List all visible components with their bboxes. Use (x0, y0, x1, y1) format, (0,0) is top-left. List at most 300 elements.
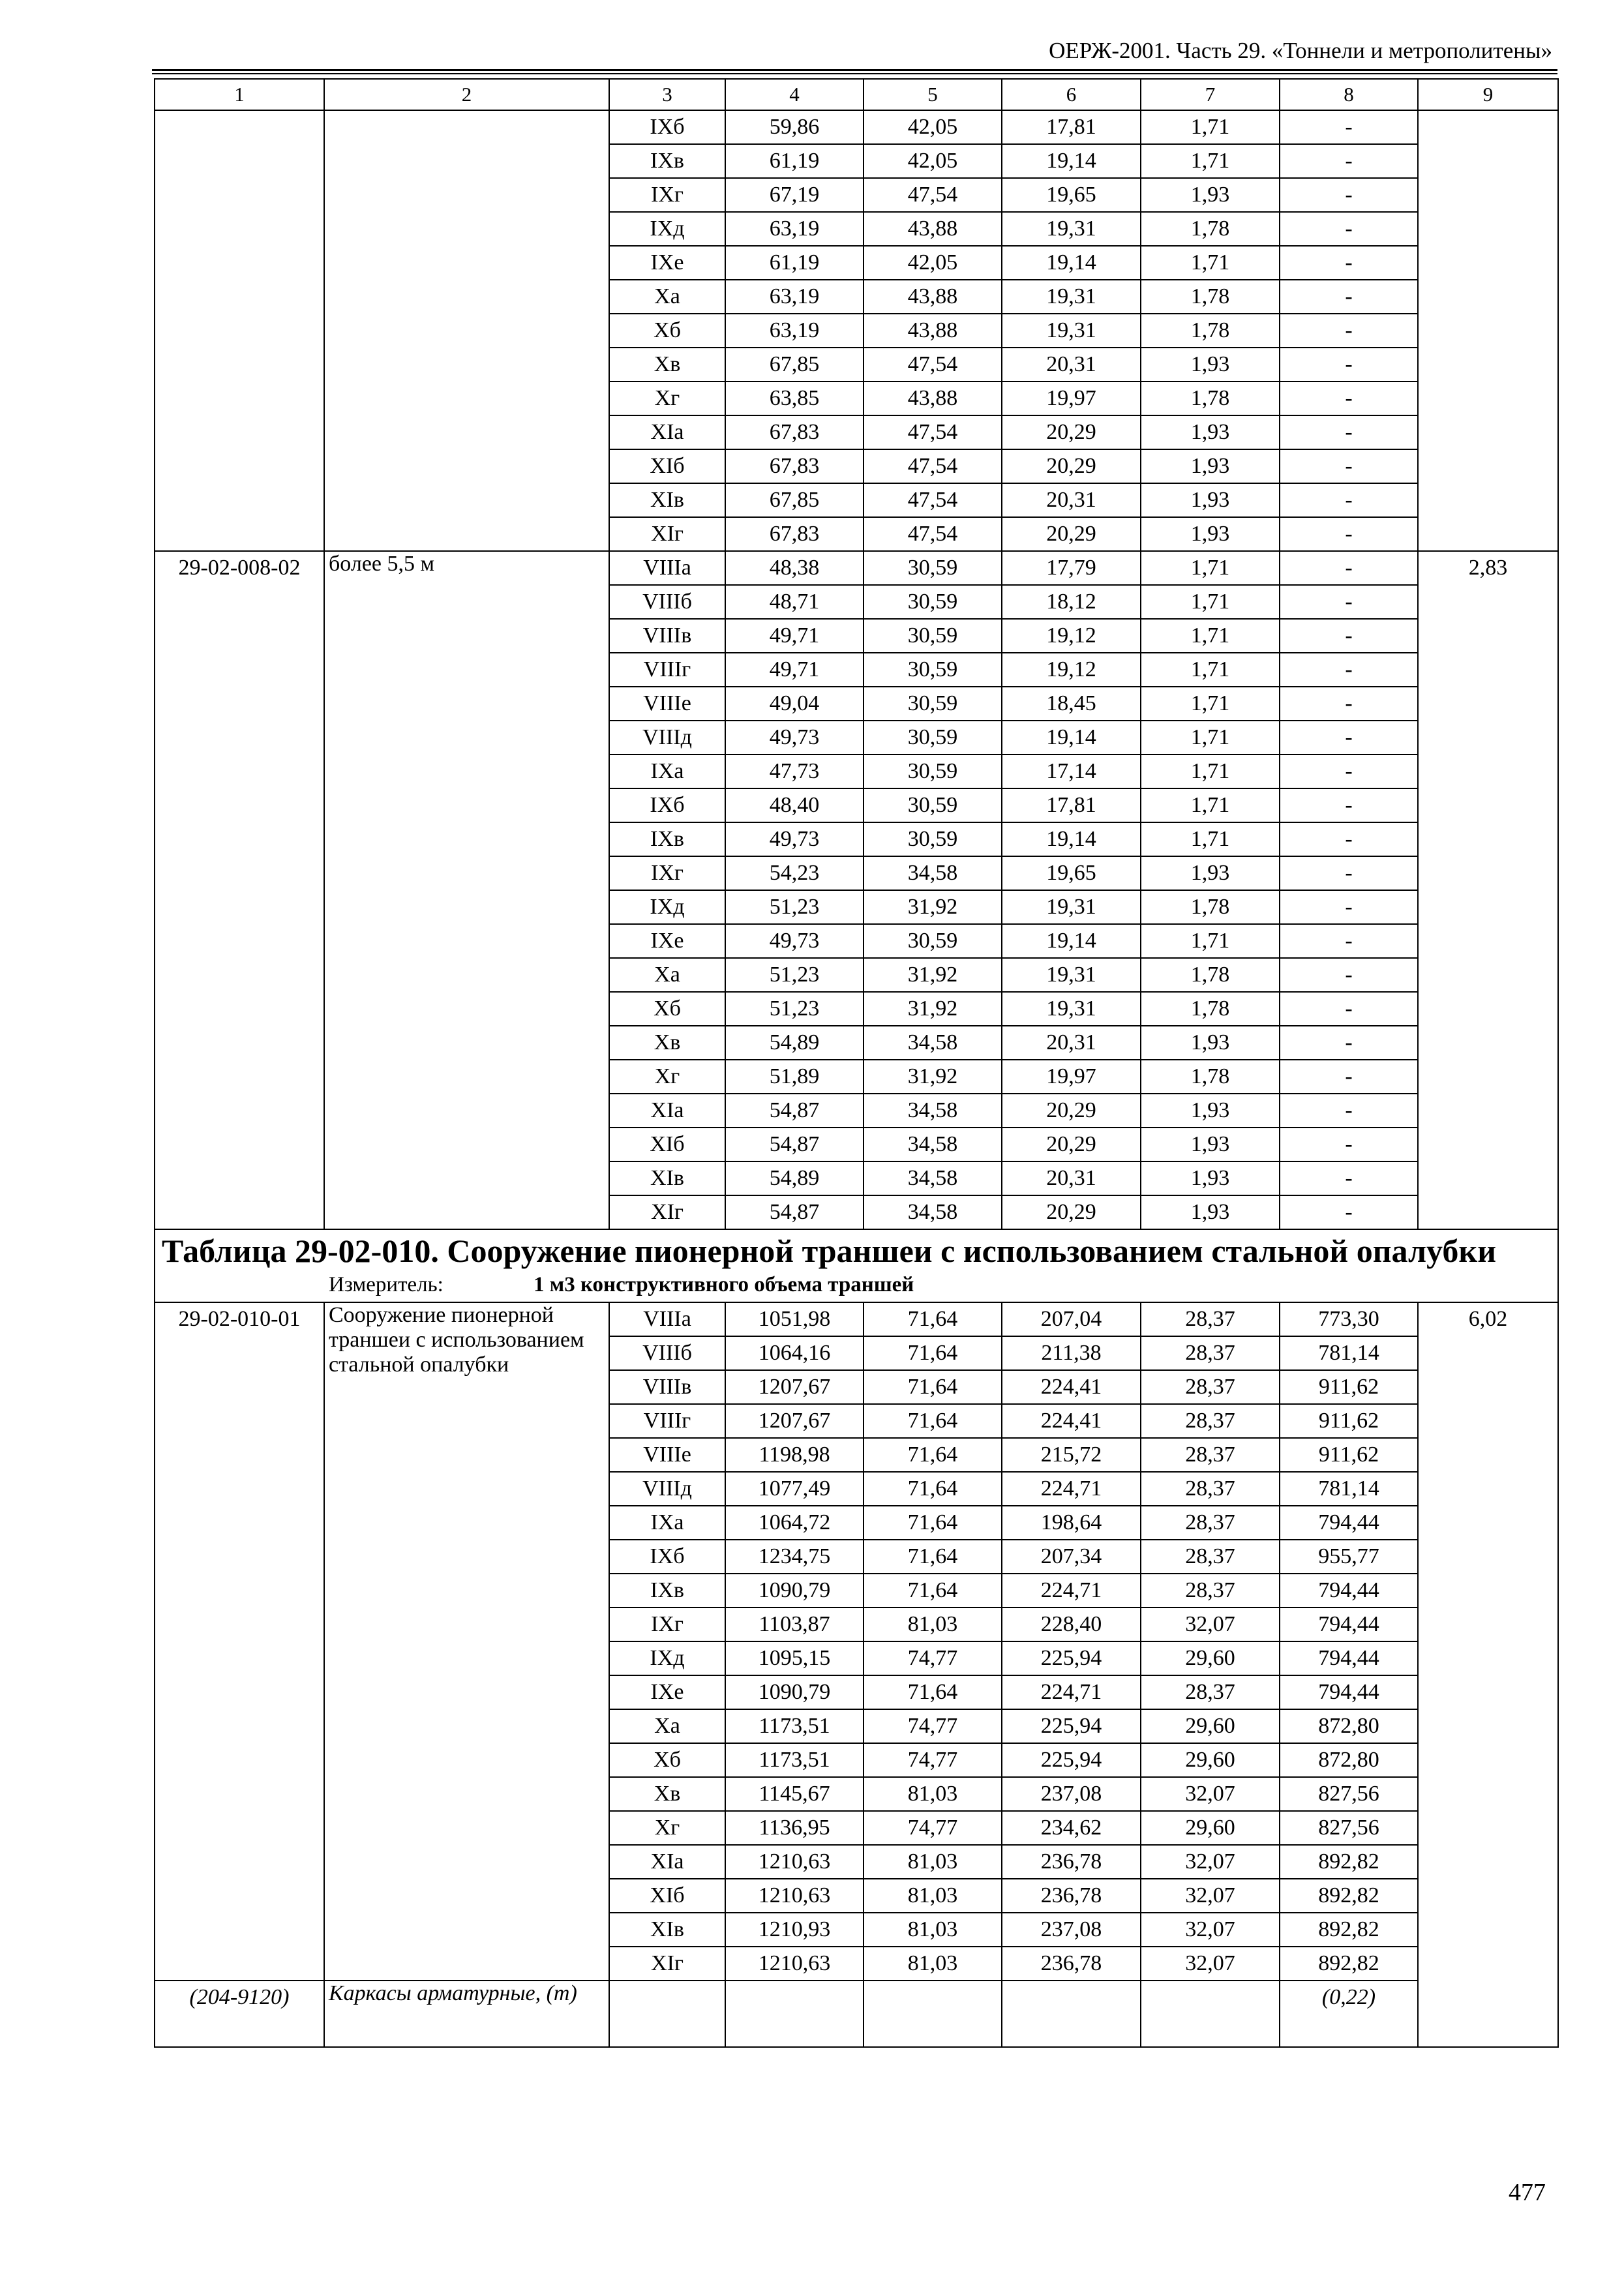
name-cell (324, 110, 609, 551)
value-cell: 47,73 (725, 755, 864, 788)
value-cell: 49,04 (725, 687, 864, 721)
value-cell: 67,83 (725, 415, 864, 449)
value-cell: 1095,15 (725, 1641, 864, 1675)
value-cell: 19,14 (1002, 144, 1141, 178)
value-cell: - (1280, 992, 1418, 1026)
column-number: 5 (864, 79, 1002, 110)
value-cell: 51,89 (725, 1060, 864, 1094)
value-cell: - (1280, 721, 1418, 755)
value-cell: 32,07 (1141, 1913, 1280, 1947)
value-cell: 1,71 (1141, 144, 1280, 178)
value-cell: 19,31 (1002, 958, 1141, 992)
value-cell: 237,08 (1002, 1913, 1141, 1947)
value-cell: - (1280, 1060, 1418, 1094)
value-cell: 1,78 (1141, 992, 1280, 1026)
value-cell: 43,88 (864, 382, 1002, 415)
value-cell: 1136,95 (725, 1811, 864, 1845)
value-cell: - (1280, 382, 1418, 415)
value-cell: 1,71 (1141, 551, 1280, 585)
value-cell: 51,23 (725, 890, 864, 924)
measure-value: 1 м3 конструктивного объема траншей (534, 1273, 914, 1296)
value-cell: 81,03 (864, 1608, 1002, 1641)
value-cell: 19,65 (1002, 178, 1141, 212)
header-rule-thin (152, 73, 1557, 74)
value-cell: 955,77 (1280, 1540, 1418, 1574)
value-cell: 1,78 (1141, 212, 1280, 246)
rates-table (154, 78, 1559, 2048)
value-cell: 43,88 (864, 314, 1002, 348)
value-cell: 198,64 (1002, 1506, 1141, 1540)
category-cell: IXд (609, 890, 725, 924)
value-cell: 74,77 (864, 1743, 1002, 1777)
value-cell: 1090,79 (725, 1675, 864, 1709)
table-row (155, 551, 1558, 585)
value-cell: 42,05 (864, 144, 1002, 178)
value-cell: 1,93 (1141, 856, 1280, 890)
value-cell: 1,93 (1141, 449, 1280, 483)
value-cell: - (1280, 348, 1418, 382)
value-cell: 47,54 (864, 348, 1002, 382)
category-cell: Xг (609, 1060, 725, 1094)
norm-cell: 6,02 (1418, 1302, 1558, 2047)
value-cell: 28,37 (1141, 1302, 1280, 1336)
value-cell: 1,71 (1141, 653, 1280, 687)
value-cell: 20,29 (1002, 517, 1141, 551)
category-cell: VIIIа (609, 1302, 725, 1336)
value-cell: - (1280, 924, 1418, 958)
empty-cell (864, 1981, 1002, 2047)
value-cell: 30,59 (864, 551, 1002, 585)
value-cell: 20,29 (1002, 1128, 1141, 1161)
value-cell: 34,58 (864, 1026, 1002, 1060)
category-cell: Xв (609, 1026, 725, 1060)
value-cell: 872,80 (1280, 1709, 1418, 1743)
value-cell: 34,58 (864, 856, 1002, 890)
value-cell: 225,94 (1002, 1709, 1141, 1743)
category-cell: XIа (609, 1845, 725, 1879)
resource-name: Каркасы арматурные, (т) (324, 1981, 609, 2047)
value-cell: 1198,98 (725, 1438, 864, 1472)
value-cell: 19,65 (1002, 856, 1141, 890)
column-number: 9 (1418, 79, 1558, 110)
category-cell: IXг (609, 1608, 725, 1641)
resource-qty: (0,22) (1280, 1981, 1418, 2047)
value-cell: 19,14 (1002, 721, 1141, 755)
value-cell: 911,62 (1280, 1370, 1418, 1404)
value-cell: 1210,93 (725, 1913, 864, 1947)
category-cell: XIг (609, 517, 725, 551)
category-cell: Xг (609, 382, 725, 415)
value-cell: 1,93 (1141, 517, 1280, 551)
value-cell: 20,31 (1002, 1161, 1141, 1195)
value-cell: 47,54 (864, 415, 1002, 449)
value-cell: 20,29 (1002, 1195, 1141, 1229)
value-cell: 19,12 (1002, 619, 1141, 653)
value-cell: 1,78 (1141, 958, 1280, 992)
value-cell: 1207,67 (725, 1404, 864, 1438)
category-cell: IXв (609, 1574, 725, 1608)
value-cell: 18,12 (1002, 585, 1141, 619)
value-cell: 1090,79 (725, 1574, 864, 1608)
value-cell: 48,38 (725, 551, 864, 585)
value-cell: 19,97 (1002, 382, 1141, 415)
value-cell: - (1280, 1161, 1418, 1195)
value-cell: 30,59 (864, 755, 1002, 788)
value-cell: 1,71 (1141, 110, 1280, 144)
value-cell: - (1280, 280, 1418, 314)
category-cell: XIа (609, 1094, 725, 1128)
value-cell: 224,41 (1002, 1404, 1141, 1438)
column-number: 8 (1280, 79, 1418, 110)
page-number: 477 (1509, 2179, 1546, 2206)
value-cell: 1,78 (1141, 314, 1280, 348)
value-cell: - (1280, 755, 1418, 788)
value-cell: - (1280, 890, 1418, 924)
value-cell: 224,71 (1002, 1574, 1141, 1608)
value-cell: 1103,87 (725, 1608, 864, 1641)
code-cell: 29-02-010-01 (155, 1302, 324, 1981)
category-cell: XIа (609, 415, 725, 449)
value-cell: 892,82 (1280, 1947, 1418, 1981)
category-cell: Xб (609, 314, 725, 348)
value-cell: 32,07 (1141, 1845, 1280, 1879)
value-cell: 71,64 (864, 1472, 1002, 1506)
value-cell: 1,93 (1141, 483, 1280, 517)
value-cell: 43,88 (864, 212, 1002, 246)
value-cell: 1,93 (1141, 415, 1280, 449)
category-cell: IXа (609, 755, 725, 788)
value-cell: 236,78 (1002, 1879, 1141, 1913)
value-cell: 28,37 (1141, 1506, 1280, 1540)
value-cell: - (1280, 1094, 1418, 1128)
empty-cell (609, 1981, 725, 2047)
table-title-cell (155, 1229, 1558, 1302)
value-cell: 1,71 (1141, 721, 1280, 755)
value-cell: 59,86 (725, 110, 864, 144)
value-cell: 61,19 (725, 246, 864, 280)
value-cell: 29,60 (1141, 1743, 1280, 1777)
value-cell: 19,14 (1002, 822, 1141, 856)
value-cell: 48,71 (725, 585, 864, 619)
value-cell: 30,59 (864, 822, 1002, 856)
empty-cell (1002, 1981, 1141, 2047)
category-cell: VIIIд (609, 721, 725, 755)
value-cell: 228,40 (1002, 1608, 1141, 1641)
category-cell: Xб (609, 992, 725, 1026)
value-cell: 30,59 (864, 585, 1002, 619)
value-cell: - (1280, 483, 1418, 517)
value-cell: 1210,63 (725, 1845, 864, 1879)
name-cell: более 5,5 м (324, 551, 609, 1229)
value-cell: 28,37 (1141, 1336, 1280, 1370)
value-cell: 1,71 (1141, 619, 1280, 653)
value-cell: 1051,98 (725, 1302, 864, 1336)
value-cell: 29,60 (1141, 1811, 1280, 1845)
name-cell: Сооружение пионерной траншеи с использованием стальной опалубки (324, 1302, 609, 1981)
value-cell: 74,77 (864, 1709, 1002, 1743)
value-cell: 54,89 (725, 1026, 864, 1060)
value-cell: 1,71 (1141, 924, 1280, 958)
value-cell: 71,64 (864, 1336, 1002, 1370)
category-cell: VIIIа (609, 551, 725, 585)
value-cell: 49,71 (725, 619, 864, 653)
measure-line (155, 1272, 1557, 1298)
value-cell: - (1280, 449, 1418, 483)
value-cell: 1,71 (1141, 585, 1280, 619)
value-cell: 892,82 (1280, 1879, 1418, 1913)
value-cell: 224,41 (1002, 1370, 1141, 1404)
value-cell: 1,78 (1141, 382, 1280, 415)
value-cell: 781,14 (1280, 1472, 1418, 1506)
category-cell: VIIIв (609, 1370, 725, 1404)
category-cell: XIв (609, 1913, 725, 1947)
value-cell: - (1280, 856, 1418, 890)
value-cell: 67,85 (725, 348, 864, 382)
value-cell: 42,05 (864, 246, 1002, 280)
value-cell: 19,31 (1002, 314, 1141, 348)
category-cell: XIв (609, 1161, 725, 1195)
category-cell: IXв (609, 822, 725, 856)
category-cell: IXд (609, 1641, 725, 1675)
category-cell: XIв (609, 483, 725, 517)
category-cell: Xа (609, 958, 725, 992)
value-cell: - (1280, 958, 1418, 992)
value-cell: 225,94 (1002, 1641, 1141, 1675)
code-cell: 29-02-008-02 (155, 551, 324, 1229)
value-cell: 47,54 (864, 178, 1002, 212)
value-cell: 207,04 (1002, 1302, 1141, 1336)
value-cell: 32,07 (1141, 1608, 1280, 1641)
value-cell: 827,56 (1280, 1777, 1418, 1811)
value-cell: - (1280, 415, 1418, 449)
column-number: 6 (1002, 79, 1141, 110)
value-cell: 81,03 (864, 1845, 1002, 1879)
value-cell: 1,71 (1141, 822, 1280, 856)
value-cell: - (1280, 653, 1418, 687)
value-cell: 1173,51 (725, 1709, 864, 1743)
category-cell: XIг (609, 1195, 725, 1229)
value-cell: 63,19 (725, 314, 864, 348)
category-cell: VIIIг (609, 1404, 725, 1438)
value-cell: 892,82 (1280, 1845, 1418, 1879)
value-cell: 34,58 (864, 1128, 1002, 1161)
category-cell: IXе (609, 246, 725, 280)
value-cell: 19,97 (1002, 1060, 1141, 1094)
value-cell: 30,59 (864, 653, 1002, 687)
value-cell: - (1280, 822, 1418, 856)
value-cell: 54,89 (725, 1161, 864, 1195)
value-cell: 781,14 (1280, 1336, 1418, 1370)
value-cell: - (1280, 619, 1418, 653)
category-cell: Xв (609, 348, 725, 382)
value-cell: 34,58 (864, 1094, 1002, 1128)
category-cell: VIIIе (609, 1438, 725, 1472)
code-cell (155, 110, 324, 551)
value-cell: 20,29 (1002, 449, 1141, 483)
value-cell: 31,92 (864, 890, 1002, 924)
value-cell: 19,14 (1002, 924, 1141, 958)
value-cell: 81,03 (864, 1947, 1002, 1981)
value-cell: 827,56 (1280, 1811, 1418, 1845)
category-cell: Xа (609, 280, 725, 314)
value-cell: 1234,75 (725, 1540, 864, 1574)
value-cell: - (1280, 788, 1418, 822)
value-cell: 61,19 (725, 144, 864, 178)
value-cell: 17,81 (1002, 788, 1141, 822)
value-cell: 49,73 (725, 721, 864, 755)
value-cell: 1145,67 (725, 1777, 864, 1811)
value-cell: 1,93 (1141, 1195, 1280, 1229)
value-cell: 71,64 (864, 1370, 1002, 1404)
value-cell: 19,31 (1002, 280, 1141, 314)
value-cell: 81,03 (864, 1777, 1002, 1811)
category-cell: IXб (609, 110, 725, 144)
value-cell: 28,37 (1141, 1574, 1280, 1608)
resource-code: (204-9120) (155, 1981, 324, 2047)
value-cell: 1,71 (1141, 687, 1280, 721)
value-cell: 20,31 (1002, 483, 1141, 517)
value-cell: - (1280, 212, 1418, 246)
value-cell: 17,14 (1002, 755, 1141, 788)
value-cell: 1,78 (1141, 280, 1280, 314)
value-cell: 19,31 (1002, 890, 1141, 924)
value-cell: 28,37 (1141, 1540, 1280, 1574)
value-cell: 71,64 (864, 1675, 1002, 1709)
value-cell: 30,59 (864, 721, 1002, 755)
value-cell: 1,71 (1141, 788, 1280, 822)
category-cell: IXб (609, 788, 725, 822)
value-cell: 48,40 (725, 788, 864, 822)
value-cell: 67,19 (725, 178, 864, 212)
empty-cell (725, 1981, 864, 2047)
value-cell: 19,31 (1002, 212, 1141, 246)
category-cell: Xв (609, 1777, 725, 1811)
value-cell: 1,93 (1141, 1026, 1280, 1060)
value-cell: 28,37 (1141, 1675, 1280, 1709)
value-cell: 773,30 (1280, 1302, 1418, 1336)
value-cell: 20,31 (1002, 1026, 1141, 1060)
category-cell: XIб (609, 449, 725, 483)
value-cell: 215,72 (1002, 1438, 1141, 1472)
value-cell: 1210,63 (725, 1947, 864, 1981)
value-cell: 34,58 (864, 1161, 1002, 1195)
category-cell: Xг (609, 1811, 725, 1845)
category-cell: VIIIг (609, 653, 725, 687)
value-cell: 794,44 (1280, 1506, 1418, 1540)
value-cell: - (1280, 1128, 1418, 1161)
value-cell: 29,60 (1141, 1709, 1280, 1743)
category-cell: VIIIб (609, 1336, 725, 1370)
value-cell: 30,59 (864, 788, 1002, 822)
value-cell: 28,37 (1141, 1472, 1280, 1506)
value-cell: 71,64 (864, 1302, 1002, 1336)
value-cell: 1,78 (1141, 890, 1280, 924)
category-cell: IXв (609, 144, 725, 178)
category-cell: VIIIб (609, 585, 725, 619)
value-cell: 794,44 (1280, 1675, 1418, 1709)
value-cell: 81,03 (864, 1879, 1002, 1913)
value-cell: 67,83 (725, 517, 864, 551)
value-cell: 1,93 (1141, 348, 1280, 382)
value-cell: 1,93 (1141, 1094, 1280, 1128)
value-cell: 1,78 (1141, 1060, 1280, 1094)
value-cell: 74,77 (864, 1811, 1002, 1845)
measure-label: Измеритель: (329, 1273, 444, 1296)
column-number: 7 (1141, 79, 1280, 110)
value-cell: 31,92 (864, 1060, 1002, 1094)
value-cell: 236,78 (1002, 1845, 1141, 1879)
value-cell: 32,07 (1141, 1777, 1280, 1811)
value-cell: 911,62 (1280, 1404, 1418, 1438)
value-cell: 18,45 (1002, 687, 1141, 721)
value-cell: 1,93 (1141, 1161, 1280, 1195)
value-cell: 224,71 (1002, 1472, 1141, 1506)
value-cell: 237,08 (1002, 1777, 1141, 1811)
value-cell: 54,23 (725, 856, 864, 890)
value-cell: 1,71 (1141, 246, 1280, 280)
value-cell: 31,92 (864, 958, 1002, 992)
value-cell: 224,71 (1002, 1675, 1141, 1709)
value-cell: - (1280, 144, 1418, 178)
category-cell: IXа (609, 1506, 725, 1540)
category-cell: VIIIв (609, 619, 725, 653)
value-cell: 71,64 (864, 1404, 1002, 1438)
value-cell: - (1280, 1026, 1418, 1060)
value-cell: 67,83 (725, 449, 864, 483)
value-cell: 225,94 (1002, 1743, 1141, 1777)
value-cell: 29,60 (1141, 1641, 1280, 1675)
category-cell: VIIIе (609, 687, 725, 721)
value-cell: - (1280, 551, 1418, 585)
empty-cell (1141, 1981, 1280, 2047)
value-cell: 47,54 (864, 449, 1002, 483)
value-cell: 1064,72 (725, 1506, 864, 1540)
value-cell: 794,44 (1280, 1574, 1418, 1608)
column-number: 3 (609, 79, 725, 110)
value-cell: 17,81 (1002, 110, 1141, 144)
category-cell: IXе (609, 1675, 725, 1709)
value-cell: 30,59 (864, 619, 1002, 653)
table-title: Таблица 29-02-010. Сооружение пионерной траншеи с использованием стальной опалубки (162, 1233, 1496, 1269)
value-cell: 211,38 (1002, 1336, 1141, 1370)
value-cell: 207,34 (1002, 1540, 1141, 1574)
value-cell: 81,03 (864, 1913, 1002, 1947)
value-cell: 71,64 (864, 1506, 1002, 1540)
category-cell: XIг (609, 1947, 725, 1981)
value-cell: - (1280, 246, 1418, 280)
value-cell: 892,82 (1280, 1913, 1418, 1947)
category-cell: IXе (609, 924, 725, 958)
value-cell: 54,87 (725, 1128, 864, 1161)
value-cell: 54,87 (725, 1195, 864, 1229)
value-cell: - (1280, 110, 1418, 144)
value-cell: 20,29 (1002, 1094, 1141, 1128)
value-cell: 54,87 (725, 1094, 864, 1128)
value-cell: 872,80 (1280, 1743, 1418, 1777)
category-cell: Xа (609, 1709, 725, 1743)
value-cell: 30,59 (864, 687, 1002, 721)
value-cell: - (1280, 585, 1418, 619)
value-cell: - (1280, 1195, 1418, 1229)
value-cell: 911,62 (1280, 1438, 1418, 1472)
value-cell: 28,37 (1141, 1438, 1280, 1472)
table-title-row (155, 1229, 1558, 1302)
value-cell: 1,71 (1141, 755, 1280, 788)
value-cell: 43,88 (864, 280, 1002, 314)
value-cell: 1,93 (1141, 178, 1280, 212)
category-cell: XIб (609, 1879, 725, 1913)
value-cell: 34,58 (864, 1195, 1002, 1229)
